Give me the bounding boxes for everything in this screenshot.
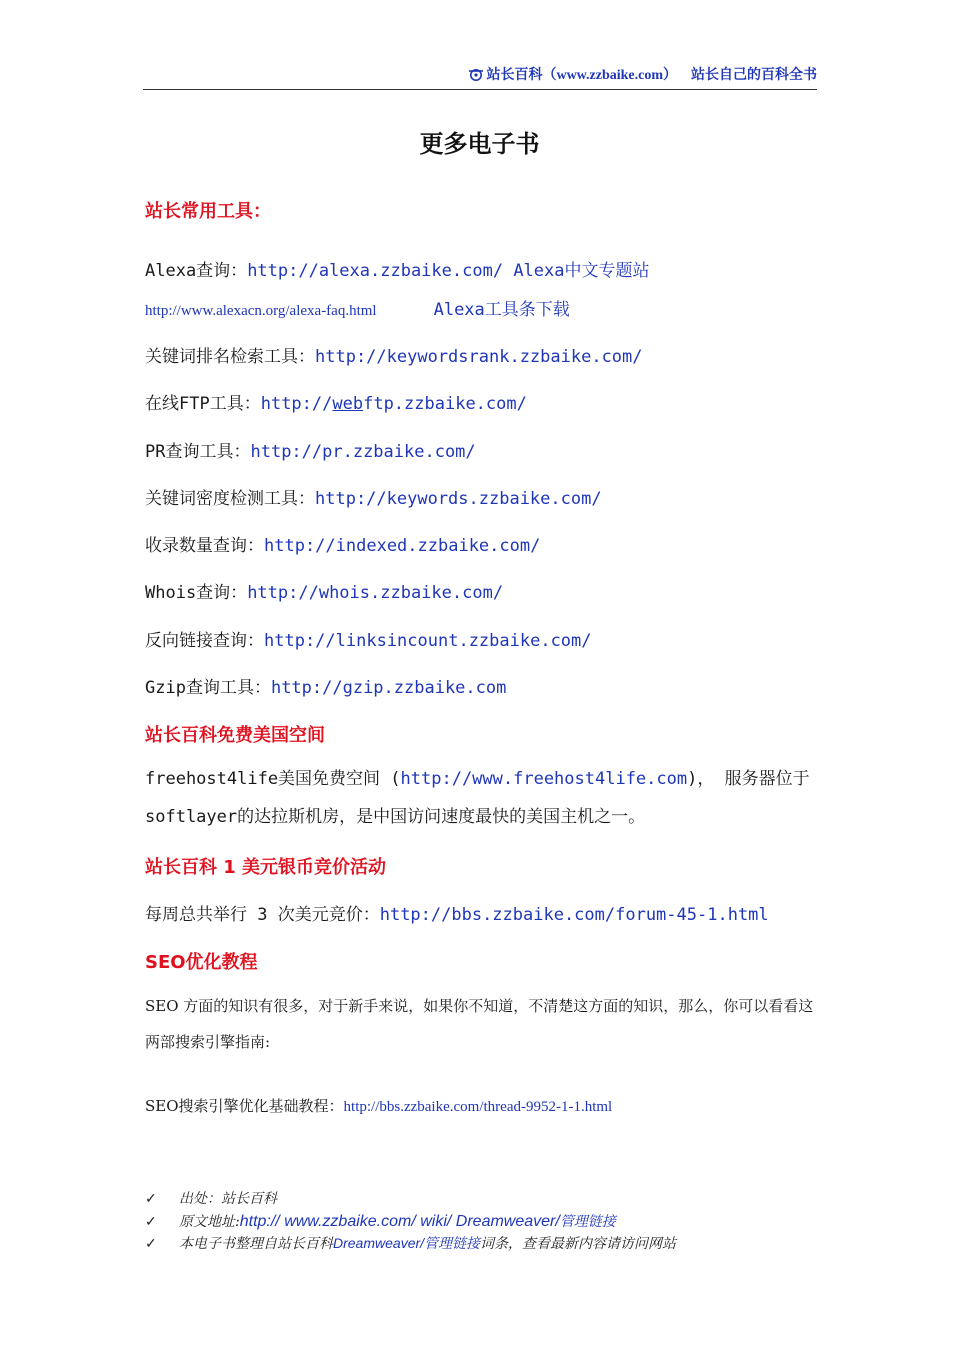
check-icon: ✓ — [145, 1191, 157, 1207]
alexa-line — [145, 256, 650, 281]
hosting-text: softlayer的达拉斯机房，是中国访问速度最快的美国主机之一。 — [145, 807, 646, 827]
url-part: http:// — [260, 394, 333, 414]
footer-item — [145, 1210, 676, 1232]
seo-paragraph: SEO 方面的知识有很多，对于新手来说，如果你不知道，不清楚这方面的知识，那么，你可以看看这两部搜索引擎指南: — [145, 997, 814, 1051]
tool-item — [145, 531, 540, 556]
hosting-link[interactable]: http://www.freehost4life.com — [400, 769, 688, 789]
footer-orig-url[interactable]: http:// www.zzbaike.com/ wiki/ Dreamweaver/ — [239, 1213, 560, 1230]
footer-note: 词条，查看最新内容请访问网站 — [480, 1236, 677, 1252]
alexa-download-link[interactable]: Alexa工具条下载 — [433, 300, 570, 320]
tool-label: 关键词密度检测工具： — [145, 489, 315, 509]
tool-label: 反向链接查询： — [145, 631, 264, 651]
auction-line — [145, 900, 769, 925]
footer-item — [145, 1188, 676, 1210]
tool-link[interactable]: http://indexed.zzbaike.com/ — [264, 536, 541, 556]
tool-link[interactable]: http://keywordsrank.zzbaike.com/ — [315, 347, 643, 367]
footer-item — [145, 1232, 676, 1254]
auction-heading: 站长百科 1 美元银币竞价活动 — [145, 857, 387, 878]
tool-label: Whois查询： — [145, 583, 248, 603]
tool-label: 在线FTP工具： — [145, 394, 261, 414]
hosting-heading: 站长百科免费美国空间 — [145, 725, 325, 746]
alexa-faq-line — [145, 295, 570, 320]
header-slogan: 站长自己的百科全书 — [691, 68, 817, 83]
seo-heading: SEO优化教程 — [145, 952, 258, 973]
tool-label: 收录数量查询： — [145, 536, 264, 556]
tool-link[interactable]: http://whois.zzbaike.com/ — [247, 583, 504, 603]
auction-link[interactable]: http://bbs.zzbaike.com/forum-45-1.html — [379, 905, 769, 925]
tool-item — [145, 578, 503, 603]
seo-tutorial-link[interactable]: http://bbs.zzbaike.com/thread-9952-1-1.html — [343, 1099, 613, 1115]
hosting-paragraph — [145, 760, 817, 836]
footer-notes — [145, 1188, 676, 1254]
hosting-text: freehost4life美国免费空间 ( — [145, 769, 401, 789]
page-title: 更多电子书 — [419, 130, 540, 158]
alexa-link[interactable]: http://alexa.zzbaike.com/ — [247, 261, 504, 281]
alexa-label: Alexa查询： — [145, 261, 248, 281]
tool-link[interactable]: http://linksincount.zzbaike.com/ — [264, 631, 592, 651]
auction-label: 每周总共举行 3 次美元竞价： — [145, 905, 380, 925]
check-icon: ✓ — [145, 1214, 157, 1230]
tool-link[interactable]: http://gzip.zzbaike.com — [270, 678, 507, 698]
tool-item — [145, 484, 602, 509]
tool-label: 关键词排名检索工具： — [145, 347, 315, 367]
check-icon: ✓ — [145, 1236, 157, 1252]
footer-note: 本电子书整理自站长百科 — [179, 1236, 333, 1252]
seo-tutorial-label: SEO搜索引擎优化基础教程： — [145, 1097, 344, 1115]
footer-orig-link-text[interactable]: 管理链接 — [559, 1213, 616, 1229]
tool-label: Gzip查询工具： — [145, 678, 271, 698]
footer-orig-label: 原文地址: — [179, 1214, 240, 1230]
tool-link[interactable]: http://keywords.zzbaike.com/ — [315, 489, 602, 509]
footer-note-link[interactable]: Dreamweaver/管理链接 — [333, 1235, 481, 1251]
tool-item — [145, 389, 527, 414]
tool-link[interactable]: http://pr.zzbaike.com/ — [250, 442, 476, 462]
footer-source: 出处：站长百科 — [179, 1191, 277, 1207]
tool-item — [145, 626, 592, 651]
alexa-site-link[interactable]: Alexa中文专题站 — [513, 261, 650, 281]
url-part: web — [332, 394, 364, 414]
tools-heading: 站长常用工具： — [145, 201, 271, 222]
seo-tutorial-line — [145, 1095, 612, 1116]
hosting-text: )， 服务器位于 — [687, 769, 810, 789]
tool-label: PR查询工具： — [145, 442, 251, 462]
page-header — [143, 64, 817, 90]
tool-item — [145, 342, 643, 367]
url-part: ftp.zzbaike.com/ — [363, 394, 527, 414]
alexa-faq-link[interactable]: http://www.alexacn.org/alexa-faq.html — [145, 303, 377, 319]
header-site: 站长百科（www.zzbaike.com） — [486, 68, 677, 83]
zzbaike-logo-icon — [468, 67, 484, 86]
tool-link[interactable] — [261, 394, 527, 414]
tool-item — [145, 673, 506, 698]
tool-item — [145, 437, 476, 462]
